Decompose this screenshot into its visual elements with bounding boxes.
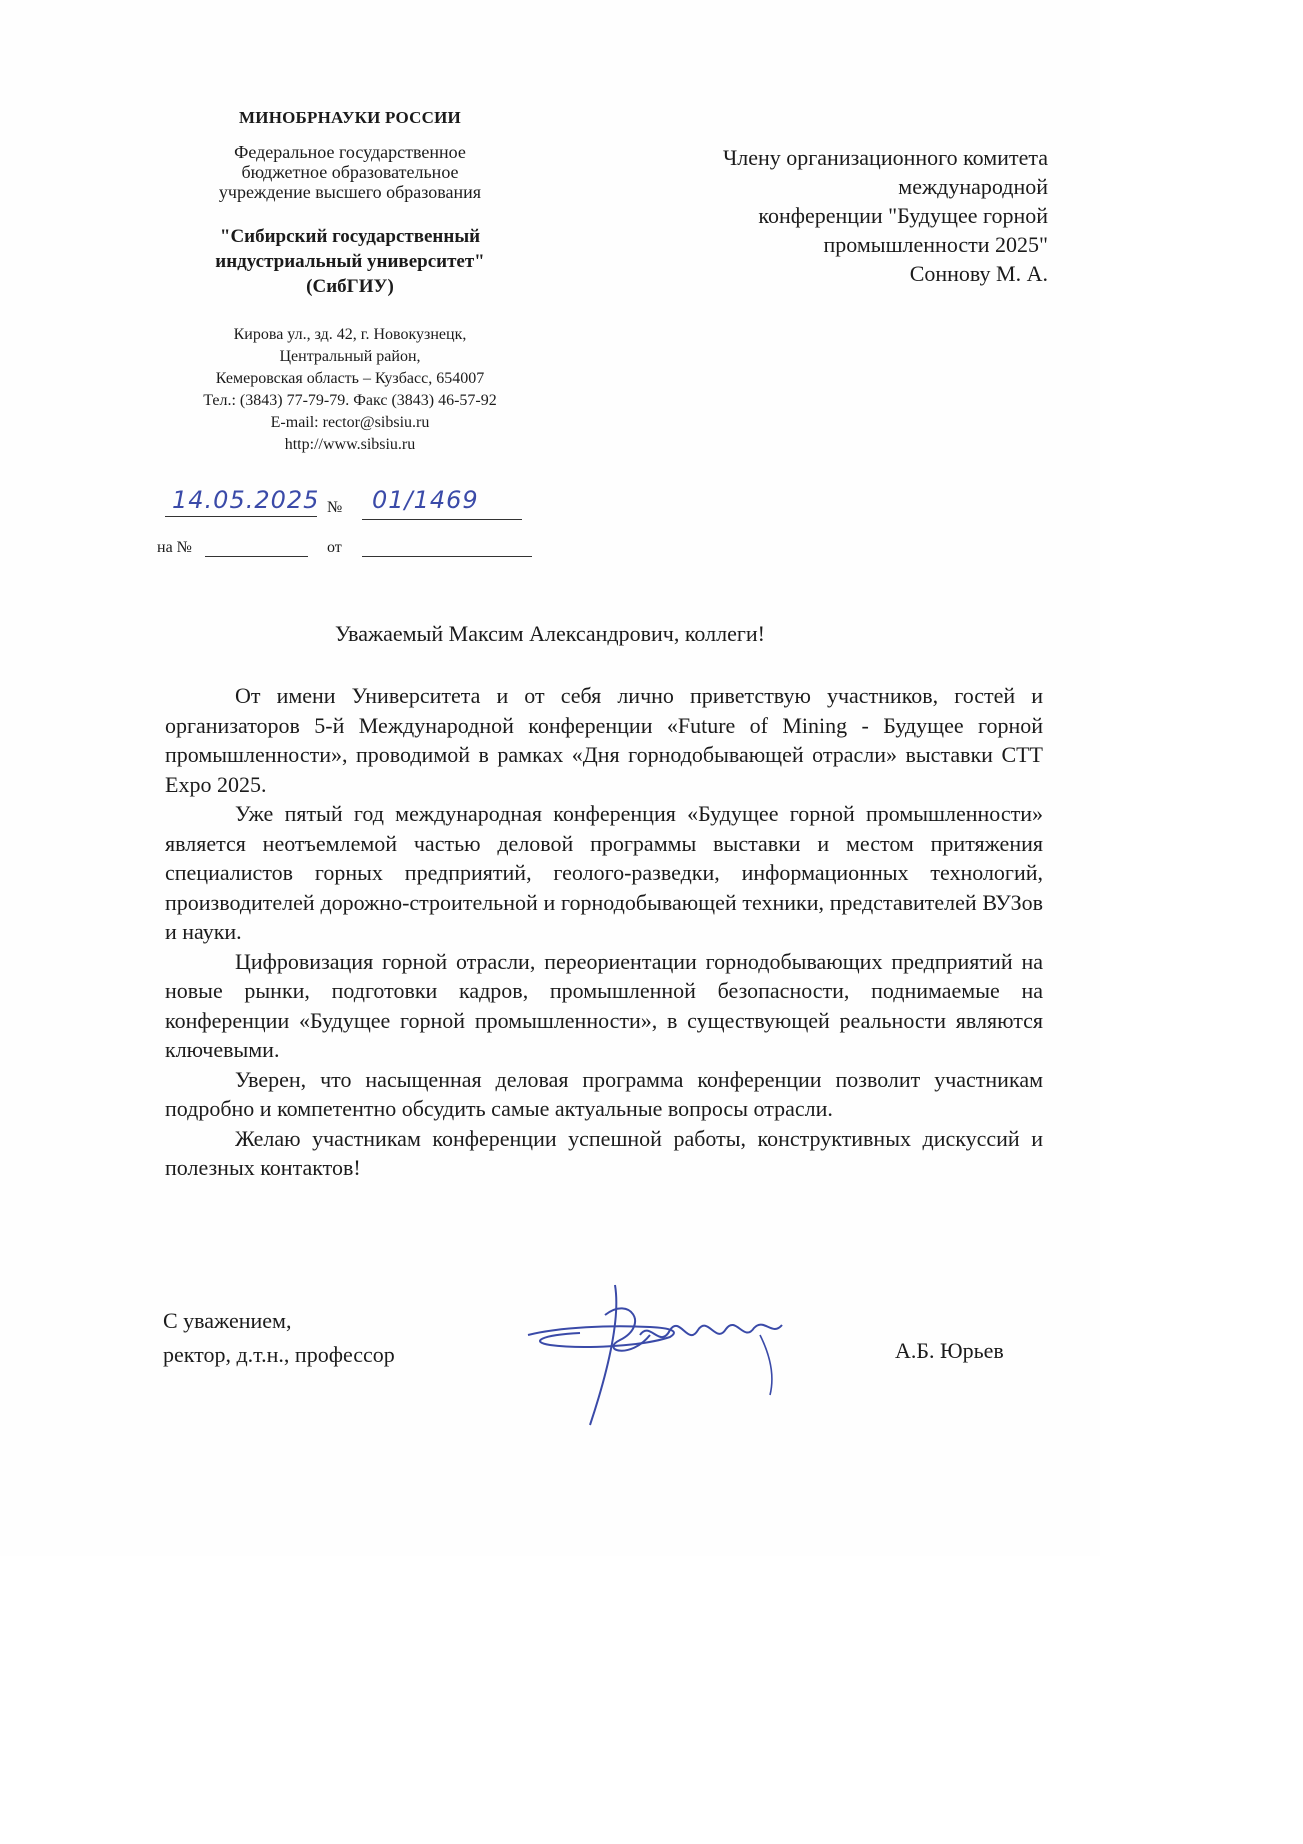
- signer-title: ректор, д.т.н., профессор: [163, 1342, 395, 1367]
- address-line: Кемеровская область – Кузбасс, 654007: [215, 370, 485, 387]
- signature-image: [520, 1275, 800, 1445]
- website-line: http://www.sibsiu.ru: [284, 436, 416, 453]
- body-paragraph: Желаю участникам конференции успешной работы, конструктивных дискуссий и полезных контактов!: [165, 1125, 1043, 1180]
- university-abbreviation: (СибГИУ): [306, 276, 394, 297]
- reference-from-label: от: [327, 539, 342, 556]
- body-paragraph: Уже пятый год международная конференция «Будущее горной промышленности» является неотъемлемой частью деловой программы выставки и местом притяжения специалистов горных предприятий, геолого-разведки, информационных технологий, производителей дорожно-строительной и горнодобывающей техники, представителей ВУЗов и науки.: [165, 801, 1043, 944]
- reference-date-blank: [362, 556, 532, 557]
- salutation: Уважаемый Максим Александрович, коллеги!: [335, 621, 765, 646]
- handwritten-number: 01/1469: [372, 486, 479, 514]
- body-paragraph: Цифровизация горной отрасли, переориентации горнодобывающих предприятий на новые рынки, подготовки кадров, промышленной безопасности, поднимаемые на конференции «Будущее горной промышленности», в существующей реальности являются ключевыми.: [165, 948, 1043, 1062]
- recipient-name: Соннову М. А.: [909, 261, 1048, 286]
- recipient-line: промышленности 2025": [823, 232, 1048, 257]
- reference-label: на №: [157, 539, 192, 556]
- university-name-line: "Сибирский государственный: [219, 226, 481, 247]
- ministry-title: МИНОБРНАУКИ РОССИИ: [239, 108, 461, 127]
- address-line: Центральный район,: [279, 348, 421, 365]
- number-sign: №: [327, 499, 343, 516]
- date-underline: [165, 516, 317, 517]
- handwritten-date: 14.05.2025: [172, 486, 320, 514]
- letter-body: [165, 681, 1043, 1183]
- letterhead: [150, 108, 550, 456]
- recipient-block: [608, 143, 1048, 288]
- signer-name: А.Б. Юрьев: [895, 1338, 1004, 1363]
- phone-fax-line: Тел.: (3843) 77-79-79. Факс (3843) 46-57-92: [203, 392, 497, 409]
- address-line: Кирова ул., зд. 42, г. Новокузнецк,: [233, 326, 467, 343]
- reference-number-blank: [205, 556, 308, 557]
- closing-block: [163, 1304, 395, 1372]
- university-name-line: индустриальный университет": [215, 251, 485, 272]
- recipient-line: конференции "Будущее горной: [758, 203, 1048, 228]
- body-paragraph: От имени Университета и от себя лично приветствую участников, гостей и организаторов 5-й Международной конференции «Future of Mining - Будущее горной промышленности», проводимой в рамках «Дня горнодобывающей отрасли» выставки CTT Expo 2025.: [165, 683, 1043, 797]
- number-underline: [362, 519, 522, 520]
- address-block: [150, 324, 550, 456]
- closing-greeting: С уважением,: [163, 1308, 292, 1333]
- recipient-line: международной: [898, 174, 1048, 199]
- university-name: [150, 224, 550, 299]
- email-line: E-mail: rector@sibsiu.ru: [270, 414, 430, 431]
- body-paragraph: Уверен, что насыщенная деловая программа конференции позволит участникам подробно и компетентно обсудить самые актуальные вопросы отрасли.: [165, 1066, 1043, 1121]
- organization-type: Федеральное государственное бюджетное образовательное учреждение высшего образования: [218, 142, 482, 202]
- recipient-line: Члену организационного комитета: [722, 145, 1048, 170]
